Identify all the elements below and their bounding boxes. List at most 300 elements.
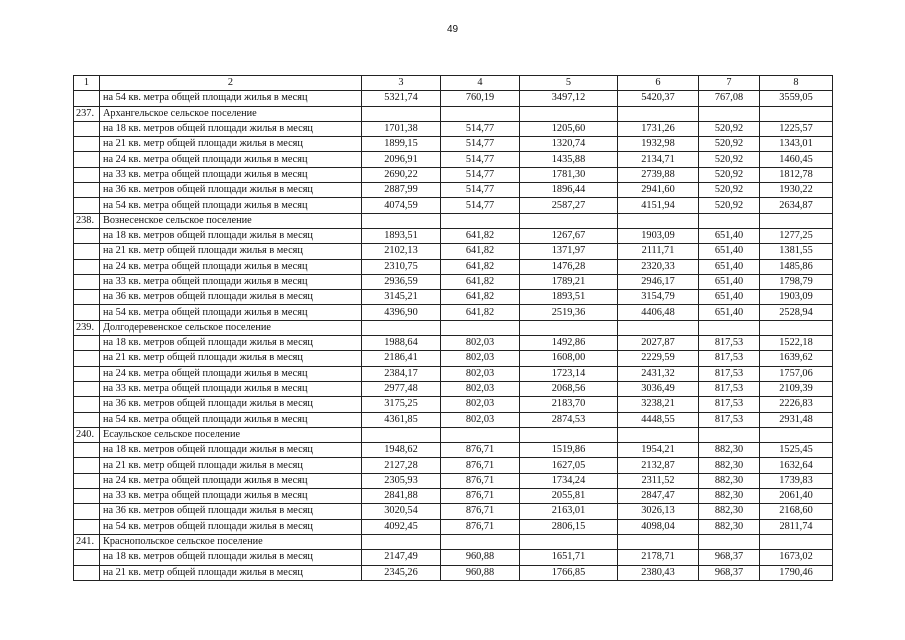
value-cell: 1766,85	[520, 565, 618, 580]
value-cell: 817,53	[699, 397, 760, 412]
empty-cell	[520, 320, 618, 335]
index-cell	[74, 473, 100, 488]
value-cell: 3036,49	[618, 381, 699, 396]
value-cell: 651,40	[699, 259, 760, 274]
value-cell: 514,77	[441, 121, 520, 136]
table-row	[74, 473, 833, 488]
empty-cell	[520, 534, 618, 549]
value-cell: 520,92	[699, 152, 760, 167]
value-cell: 2811,74	[760, 519, 833, 534]
value-cell: 3238,21	[618, 397, 699, 412]
column-number: 1	[74, 76, 100, 91]
value-cell: 802,03	[441, 397, 520, 412]
empty-cell	[760, 534, 833, 549]
value-cell: 4151,94	[618, 198, 699, 213]
value-cell: 2127,28	[362, 458, 441, 473]
row-label: на 18 кв. метров общей площади жилья в месяц	[100, 336, 362, 351]
index-cell	[74, 259, 100, 274]
table-row	[74, 443, 833, 458]
empty-cell	[520, 106, 618, 121]
value-cell: 2345,26	[362, 565, 441, 580]
value-cell: 1798,79	[760, 274, 833, 289]
value-cell: 2739,88	[618, 167, 699, 182]
value-cell: 1267,67	[520, 228, 618, 243]
value-cell: 5420,37	[618, 91, 699, 106]
empty-cell	[441, 534, 520, 549]
table-row	[74, 397, 833, 412]
section-row	[74, 106, 833, 121]
section-index: 240.	[74, 427, 100, 442]
value-cell: 514,77	[441, 198, 520, 213]
empty-cell	[760, 427, 833, 442]
section-row	[74, 534, 833, 549]
index-cell	[74, 228, 100, 243]
value-cell: 514,77	[441, 137, 520, 152]
index-cell	[74, 519, 100, 534]
value-cell: 882,30	[699, 473, 760, 488]
empty-cell	[618, 320, 699, 335]
value-cell: 2874,53	[520, 412, 618, 427]
value-cell: 2931,48	[760, 412, 833, 427]
table-row	[74, 351, 833, 366]
row-label: на 33 кв. метра общей площади жилья в месяц	[100, 489, 362, 504]
section-index: 241.	[74, 534, 100, 549]
row-label: на 24 кв. метра общей площади жилья в месяц	[100, 152, 362, 167]
value-cell: 2528,94	[760, 305, 833, 320]
section-title: Вознесенское сельское поселение	[100, 213, 362, 228]
value-cell: 2690,22	[362, 167, 441, 182]
value-cell: 2977,48	[362, 381, 441, 396]
row-label: на 18 кв. метров общей площади жилья в месяц	[100, 550, 362, 565]
value-cell: 514,77	[441, 167, 520, 182]
table-row	[74, 167, 833, 182]
value-cell: 2936,59	[362, 274, 441, 289]
table-row	[74, 228, 833, 243]
empty-cell	[760, 320, 833, 335]
index-cell	[74, 121, 100, 136]
value-cell: 1812,78	[760, 167, 833, 182]
row-label: на 21 кв. метр общей площади жилья в месяц	[100, 137, 362, 152]
row-label: на 18 кв. метров общей площади жилья в месяц	[100, 121, 362, 136]
table-row	[74, 121, 833, 136]
empty-cell	[441, 427, 520, 442]
index-cell	[74, 167, 100, 182]
value-cell: 651,40	[699, 244, 760, 259]
table-row	[74, 381, 833, 396]
value-cell: 817,53	[699, 366, 760, 381]
value-cell: 1954,21	[618, 443, 699, 458]
table-row	[74, 366, 833, 381]
value-cell: 802,03	[441, 381, 520, 396]
value-cell: 2147,49	[362, 550, 441, 565]
row-label: на 33 кв. метра общей площади жилья в месяц	[100, 381, 362, 396]
row-label: на 21 кв. метр общей площади жилья в месяц	[100, 351, 362, 366]
value-cell: 1903,09	[618, 228, 699, 243]
row-label: на 18 кв. метров общей площади жилья в месяц	[100, 228, 362, 243]
value-cell: 2096,91	[362, 152, 441, 167]
index-cell	[74, 91, 100, 106]
empty-cell	[760, 106, 833, 121]
value-cell: 1893,51	[362, 228, 441, 243]
value-cell: 3559,05	[760, 91, 833, 106]
index-cell	[74, 137, 100, 152]
value-cell: 2163,01	[520, 504, 618, 519]
value-cell: 1789,21	[520, 274, 618, 289]
value-cell: 767,08	[699, 91, 760, 106]
value-cell: 1381,55	[760, 244, 833, 259]
index-cell	[74, 504, 100, 519]
value-cell: 3154,79	[618, 290, 699, 305]
value-cell: 2061,40	[760, 489, 833, 504]
index-cell	[74, 565, 100, 580]
index-cell	[74, 290, 100, 305]
index-cell	[74, 412, 100, 427]
value-cell: 641,82	[441, 290, 520, 305]
value-cell: 760,19	[441, 91, 520, 106]
value-cell: 1896,44	[520, 183, 618, 198]
section-title: Архангельское сельское поселение	[100, 106, 362, 121]
empty-cell	[760, 213, 833, 228]
index-cell	[74, 397, 100, 412]
value-cell: 960,88	[441, 550, 520, 565]
empty-cell	[618, 534, 699, 549]
value-cell: 882,30	[699, 504, 760, 519]
value-cell: 4098,04	[618, 519, 699, 534]
empty-cell	[618, 213, 699, 228]
empty-cell	[699, 427, 760, 442]
value-cell: 960,88	[441, 565, 520, 580]
value-cell: 1781,30	[520, 167, 618, 182]
value-cell: 2310,75	[362, 259, 441, 274]
value-cell: 1460,45	[760, 152, 833, 167]
value-cell: 1492,86	[520, 336, 618, 351]
value-cell: 3175,25	[362, 397, 441, 412]
value-cell: 1476,28	[520, 259, 618, 274]
value-cell: 3497,12	[520, 91, 618, 106]
value-cell: 1651,71	[520, 550, 618, 565]
value-cell: 817,53	[699, 412, 760, 427]
row-label: на 24 кв. метра общей площади жилья в месяц	[100, 473, 362, 488]
value-cell: 2178,71	[618, 550, 699, 565]
value-cell: 4448,55	[618, 412, 699, 427]
empty-cell	[441, 106, 520, 121]
empty-cell	[618, 427, 699, 442]
row-label: на 36 кв. метров общей площади жилья в месяц	[100, 397, 362, 412]
value-cell: 1371,97	[520, 244, 618, 259]
value-cell: 2111,71	[618, 244, 699, 259]
value-cell: 968,37	[699, 550, 760, 565]
index-cell	[74, 336, 100, 351]
value-cell: 1673,02	[760, 550, 833, 565]
value-cell: 1627,05	[520, 458, 618, 473]
row-label: на 36 кв. метров общей площади жилья в месяц	[100, 290, 362, 305]
value-cell: 1790,46	[760, 565, 833, 580]
section-title: Есаульское сельское поселение	[100, 427, 362, 442]
value-cell: 1435,88	[520, 152, 618, 167]
table-body	[74, 76, 833, 581]
value-cell: 1757,06	[760, 366, 833, 381]
value-cell: 3145,21	[362, 290, 441, 305]
column-number: 4	[441, 76, 520, 91]
value-cell: 882,30	[699, 458, 760, 473]
value-cell: 1205,60	[520, 121, 618, 136]
section-index: 237.	[74, 106, 100, 121]
value-cell: 2027,87	[618, 336, 699, 351]
value-cell: 2847,47	[618, 489, 699, 504]
value-cell: 641,82	[441, 305, 520, 320]
section-row	[74, 213, 833, 228]
value-cell: 2109,39	[760, 381, 833, 396]
value-cell: 641,82	[441, 228, 520, 243]
value-cell: 4406,48	[618, 305, 699, 320]
value-cell: 4074,59	[362, 198, 441, 213]
row-label: на 54 кв. метра общей площади жилья в месяц	[100, 412, 362, 427]
value-cell: 2183,70	[520, 397, 618, 412]
value-cell: 1948,62	[362, 443, 441, 458]
empty-cell	[441, 213, 520, 228]
value-cell: 802,03	[441, 366, 520, 381]
table-row	[74, 137, 833, 152]
empty-cell	[362, 320, 441, 335]
value-cell: 5321,74	[362, 91, 441, 106]
row-label: на 21 кв. метр общей площади жилья в месяц	[100, 565, 362, 580]
empty-cell	[362, 534, 441, 549]
row-label: на 33 кв. метра общей площади жилья в месяц	[100, 274, 362, 289]
value-cell: 4361,85	[362, 412, 441, 427]
value-cell: 2068,56	[520, 381, 618, 396]
table-row	[74, 305, 833, 320]
value-cell: 1485,86	[760, 259, 833, 274]
table-row	[74, 336, 833, 351]
column-number: 5	[520, 76, 618, 91]
value-cell: 876,71	[441, 458, 520, 473]
empty-cell	[362, 213, 441, 228]
column-number: 8	[760, 76, 833, 91]
value-cell: 802,03	[441, 412, 520, 427]
value-cell: 641,82	[441, 244, 520, 259]
column-number: 7	[699, 76, 760, 91]
page-number: 49	[446, 24, 459, 35]
value-cell: 2946,17	[618, 274, 699, 289]
value-cell: 2134,71	[618, 152, 699, 167]
value-cell: 876,71	[441, 473, 520, 488]
value-cell: 514,77	[441, 183, 520, 198]
index-cell	[74, 244, 100, 259]
value-cell: 520,92	[699, 183, 760, 198]
table-row	[74, 183, 833, 198]
value-cell: 651,40	[699, 228, 760, 243]
column-number: 2	[100, 76, 362, 91]
section-row	[74, 427, 833, 442]
section-index: 238.	[74, 213, 100, 228]
value-cell: 882,30	[699, 489, 760, 504]
value-cell: 817,53	[699, 381, 760, 396]
value-cell: 2102,13	[362, 244, 441, 259]
table-row	[74, 519, 833, 534]
empty-cell	[699, 534, 760, 549]
row-label: на 36 кв. метров общей площади жилья в месяц	[100, 183, 362, 198]
index-cell	[74, 458, 100, 473]
value-cell: 2887,99	[362, 183, 441, 198]
value-cell: 1343,01	[760, 137, 833, 152]
row-label: на 18 кв. метров общей площади жилья в месяц	[100, 443, 362, 458]
value-cell: 1739,83	[760, 473, 833, 488]
value-cell: 802,03	[441, 351, 520, 366]
value-cell: 520,92	[699, 198, 760, 213]
value-cell: 882,30	[699, 443, 760, 458]
value-cell: 1988,64	[362, 336, 441, 351]
table-row	[74, 152, 833, 167]
table-row	[74, 489, 833, 504]
empty-cell	[699, 213, 760, 228]
table-row	[74, 198, 833, 213]
value-cell: 520,92	[699, 137, 760, 152]
empty-cell	[362, 427, 441, 442]
value-cell: 2229,59	[618, 351, 699, 366]
value-cell: 876,71	[441, 519, 520, 534]
value-cell: 802,03	[441, 336, 520, 351]
row-label: на 54 кв. метра общей площади жилья в месяц	[100, 91, 362, 106]
section-index: 239.	[74, 320, 100, 335]
empty-cell	[362, 106, 441, 121]
tariff-table	[73, 75, 833, 581]
value-cell: 2431,32	[618, 366, 699, 381]
value-cell: 2055,81	[520, 489, 618, 504]
index-cell	[74, 489, 100, 504]
value-cell: 876,71	[441, 443, 520, 458]
index-cell	[74, 366, 100, 381]
value-cell: 4092,45	[362, 519, 441, 534]
value-cell: 2305,93	[362, 473, 441, 488]
value-cell: 1893,51	[520, 290, 618, 305]
value-cell: 1903,09	[760, 290, 833, 305]
row-label: на 21 кв. метр общей площади жилья в месяц	[100, 244, 362, 259]
value-cell: 1525,45	[760, 443, 833, 458]
value-cell: 1320,74	[520, 137, 618, 152]
index-cell	[74, 550, 100, 565]
table-row	[74, 412, 833, 427]
index-cell	[74, 443, 100, 458]
value-cell: 2132,87	[618, 458, 699, 473]
value-cell: 2806,15	[520, 519, 618, 534]
value-cell: 641,82	[441, 259, 520, 274]
row-label: на 33 кв. метра общей площади жилья в месяц	[100, 167, 362, 182]
value-cell: 876,71	[441, 504, 520, 519]
value-cell: 2941,60	[618, 183, 699, 198]
value-cell: 641,82	[441, 274, 520, 289]
section-row	[74, 320, 833, 335]
value-cell: 514,77	[441, 152, 520, 167]
section-title: Долгодеревенское сельское поселение	[100, 320, 362, 335]
row-label: на 54 кв. метра общей площади жилья в месяц	[100, 305, 362, 320]
table-row	[74, 274, 833, 289]
empty-cell	[520, 427, 618, 442]
index-cell	[74, 305, 100, 320]
value-cell: 1277,25	[760, 228, 833, 243]
value-cell: 1930,22	[760, 183, 833, 198]
value-cell: 1639,62	[760, 351, 833, 366]
index-cell	[74, 198, 100, 213]
value-cell: 876,71	[441, 489, 520, 504]
value-cell: 651,40	[699, 274, 760, 289]
empty-cell	[699, 320, 760, 335]
table-row	[74, 259, 833, 274]
table-row	[74, 244, 833, 259]
value-cell: 2320,33	[618, 259, 699, 274]
table-row	[74, 550, 833, 565]
value-cell: 3026,13	[618, 504, 699, 519]
value-cell: 1519,86	[520, 443, 618, 458]
value-cell: 2587,27	[520, 198, 618, 213]
empty-cell	[699, 106, 760, 121]
table-row	[74, 504, 833, 519]
table-row	[74, 91, 833, 106]
value-cell: 2186,41	[362, 351, 441, 366]
index-cell	[74, 381, 100, 396]
value-cell: 968,37	[699, 565, 760, 580]
index-cell	[74, 351, 100, 366]
value-cell: 1632,64	[760, 458, 833, 473]
value-cell: 1731,26	[618, 121, 699, 136]
value-cell: 2634,87	[760, 198, 833, 213]
value-cell: 651,40	[699, 290, 760, 305]
value-cell: 1608,00	[520, 351, 618, 366]
row-label: на 21 кв. метр общей площади жилья в месяц	[100, 458, 362, 473]
value-cell: 2380,43	[618, 565, 699, 580]
value-cell: 651,40	[699, 305, 760, 320]
empty-cell	[441, 320, 520, 335]
value-cell: 1723,14	[520, 366, 618, 381]
column-number: 6	[618, 76, 699, 91]
table-row	[74, 458, 833, 473]
value-cell: 1522,18	[760, 336, 833, 351]
table-row	[74, 565, 833, 580]
value-cell: 2311,52	[618, 473, 699, 488]
table-row	[74, 290, 833, 305]
row-label: на 54 кв. метра общей площади жилья в месяц	[100, 198, 362, 213]
value-cell: 1701,38	[362, 121, 441, 136]
value-cell: 882,30	[699, 519, 760, 534]
value-cell: 4396,90	[362, 305, 441, 320]
value-cell: 520,92	[699, 121, 760, 136]
value-cell: 1899,15	[362, 137, 441, 152]
value-cell: 817,53	[699, 336, 760, 351]
row-label: на 36 кв. метров общей площади жилья в месяц	[100, 504, 362, 519]
value-cell: 2226,83	[760, 397, 833, 412]
value-cell: 1932,98	[618, 137, 699, 152]
value-cell: 520,92	[699, 167, 760, 182]
value-cell: 2519,36	[520, 305, 618, 320]
row-label: на 54 кв. метров общей площади жилья в месяц	[100, 519, 362, 534]
value-cell: 2168,60	[760, 504, 833, 519]
index-cell	[74, 183, 100, 198]
index-cell	[74, 274, 100, 289]
section-title: Краснопольское сельское поселение	[100, 534, 362, 549]
empty-cell	[520, 213, 618, 228]
value-cell: 2384,17	[362, 366, 441, 381]
column-number: 3	[362, 76, 441, 91]
empty-cell	[618, 106, 699, 121]
value-cell: 2841,88	[362, 489, 441, 504]
value-cell: 1734,24	[520, 473, 618, 488]
index-cell	[74, 152, 100, 167]
value-cell: 1225,57	[760, 121, 833, 136]
column-number-row	[74, 76, 833, 91]
row-label: на 24 кв. метра общей площади жилья в месяц	[100, 259, 362, 274]
row-label: на 24 кв. метра общей площади жилья в месяц	[100, 366, 362, 381]
value-cell: 817,53	[699, 351, 760, 366]
value-cell: 3020,54	[362, 504, 441, 519]
